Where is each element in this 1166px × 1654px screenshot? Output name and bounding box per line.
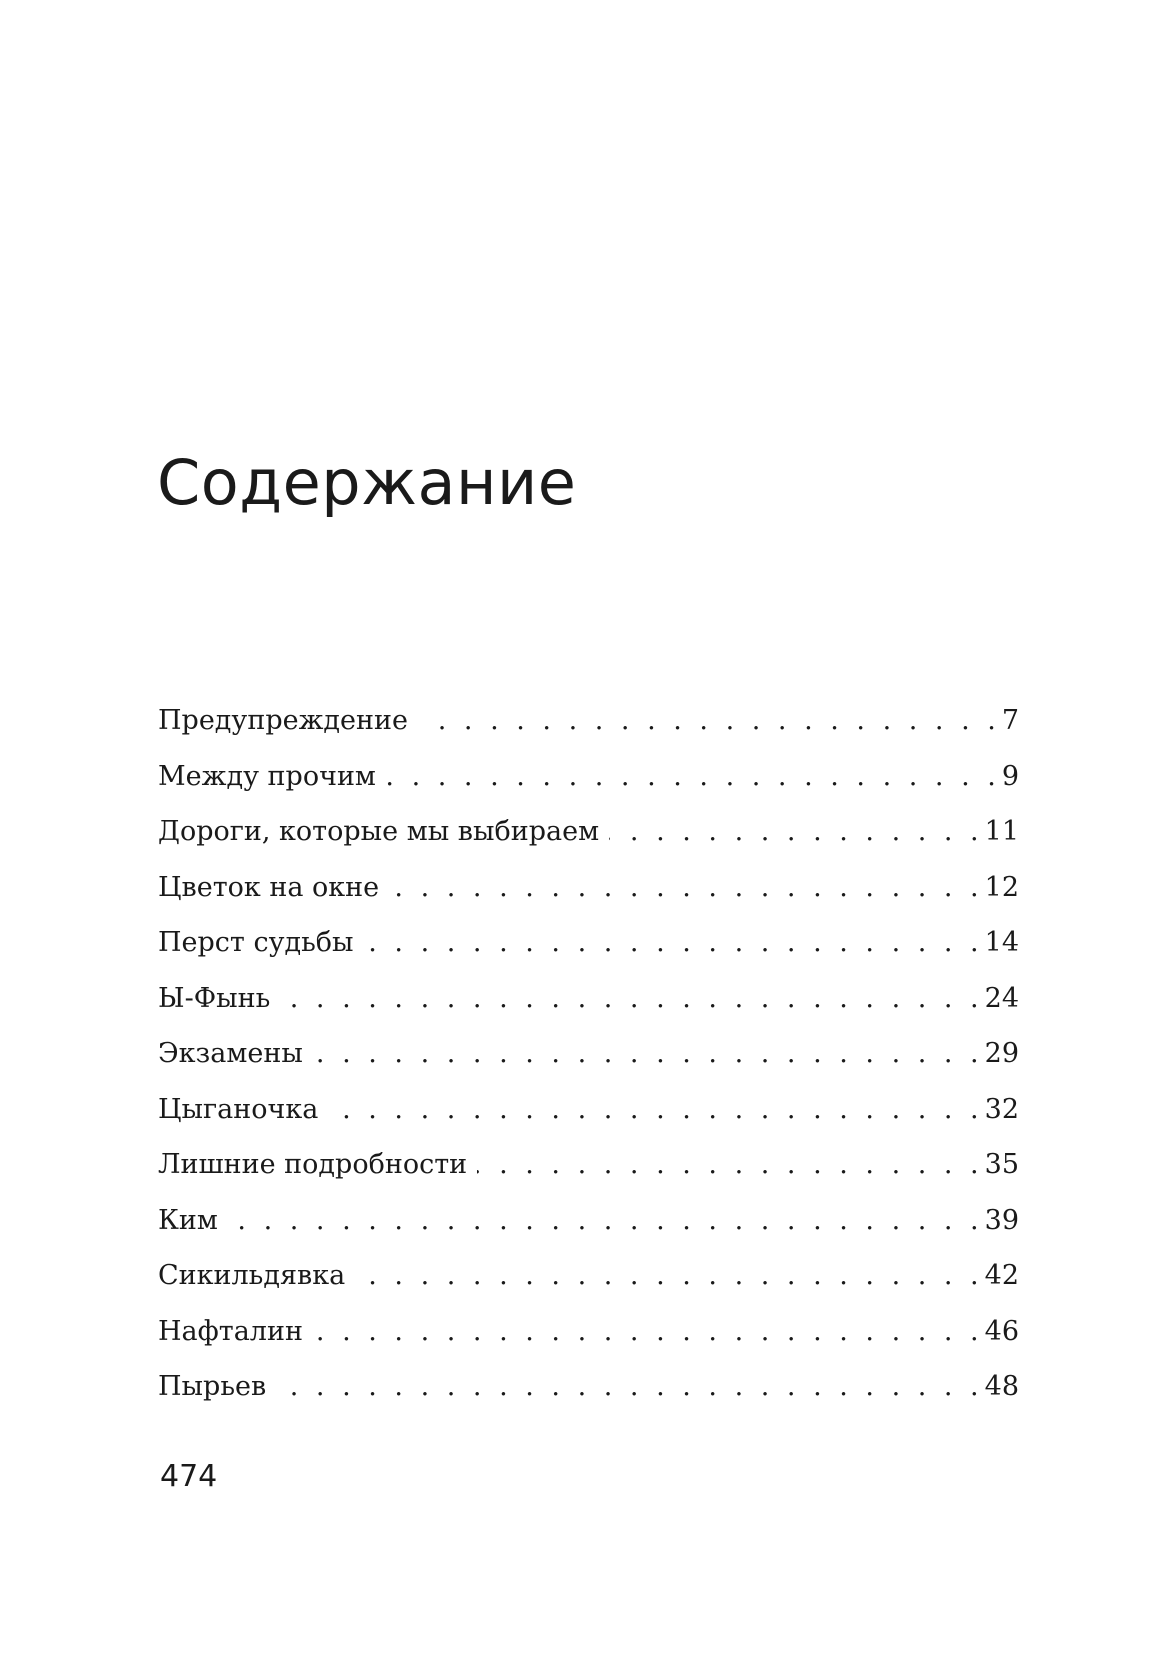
toc-entry-title: Лишние подробности <box>158 1149 468 1180</box>
dot-leader <box>228 1193 979 1249</box>
toc-entry-naftalin[interactable] <box>158 1304 1019 1360</box>
toc-entry-ekzameny[interactable] <box>158 1026 1019 1082</box>
toc-entry-title: Цыганочка <box>158 1093 319 1125</box>
toc-entry-sikildyavka[interactable] <box>158 1248 1019 1304</box>
toc-entry-page: 32 <box>984 1093 1019 1125</box>
page-title: Содержание <box>157 446 577 519</box>
toc-entry-page: 29 <box>984 1038 1019 1069</box>
toc-entry-perst-sudby[interactable] <box>158 915 1019 971</box>
page-number: 474 <box>160 1459 218 1494</box>
dot-leader <box>386 749 996 805</box>
toc-entry-title: Ким <box>158 1204 218 1236</box>
toc-entry-title: Предупреждение <box>158 705 408 736</box>
toc-entry-page: 35 <box>984 1149 1019 1180</box>
toc-entry-page: 24 <box>984 982 1019 1014</box>
toc-entry-page: 12 <box>984 871 1019 903</box>
toc-entry-kim[interactable] <box>158 1193 1019 1249</box>
toc-entry-title: Между прочим <box>158 760 376 792</box>
toc-entry-title: Пырьев <box>158 1371 267 1402</box>
toc-entry-page: 9 <box>1001 760 1019 792</box>
dot-leader <box>280 971 978 1027</box>
toc-entry-page: 7 <box>1001 705 1019 736</box>
toc-entry-lishnie-podrobnosti[interactable] <box>158 1137 1019 1193</box>
toc-entry-title: Нафталин <box>158 1315 303 1347</box>
toc-entry-page: 11 <box>984 816 1019 847</box>
toc-entry-page: 14 <box>984 927 1019 958</box>
dot-leader <box>609 804 979 860</box>
toc-entry-pyrev[interactable] <box>158 1359 1019 1415</box>
toc-entry-page: 46 <box>984 1315 1019 1347</box>
table-of-contents <box>158 693 1019 1415</box>
dot-leader <box>418 693 996 749</box>
dot-leader <box>477 1137 978 1193</box>
toc-entry-tsyganochka[interactable] <box>158 1082 1019 1138</box>
dot-leader <box>276 1359 978 1415</box>
toc-entry-mezhdu-prochim[interactable] <box>158 749 1019 805</box>
toc-entry-preduprezhdenie[interactable] <box>158 693 1019 749</box>
toc-entry-page: 39 <box>984 1204 1019 1236</box>
toc-entry-page: 48 <box>984 1371 1019 1402</box>
toc-entry-title: Сикильдявка <box>158 1260 346 1291</box>
dot-leader <box>389 860 978 916</box>
toc-entry-page: 42 <box>984 1260 1019 1291</box>
dot-leader <box>355 1248 978 1304</box>
toc-entry-title: Перст судьбы <box>158 927 354 958</box>
toc-entry-dorogi[interactable] <box>158 804 1019 860</box>
toc-entry-title: Ы-Фынь <box>158 982 271 1014</box>
dot-leader <box>328 1082 978 1138</box>
toc-entry-title: Экзамены <box>158 1038 303 1069</box>
toc-entry-tsvetok-na-okne[interactable] <box>158 860 1019 916</box>
toc-entry-title: Цветок на окне <box>158 871 380 903</box>
dot-leader <box>313 1304 979 1360</box>
dot-leader <box>313 1026 979 1082</box>
toc-entry-title: Дороги, которые мы выбираем <box>158 816 600 847</box>
toc-entry-y-fyn[interactable] <box>158 971 1019 1027</box>
dot-leader <box>364 915 979 971</box>
